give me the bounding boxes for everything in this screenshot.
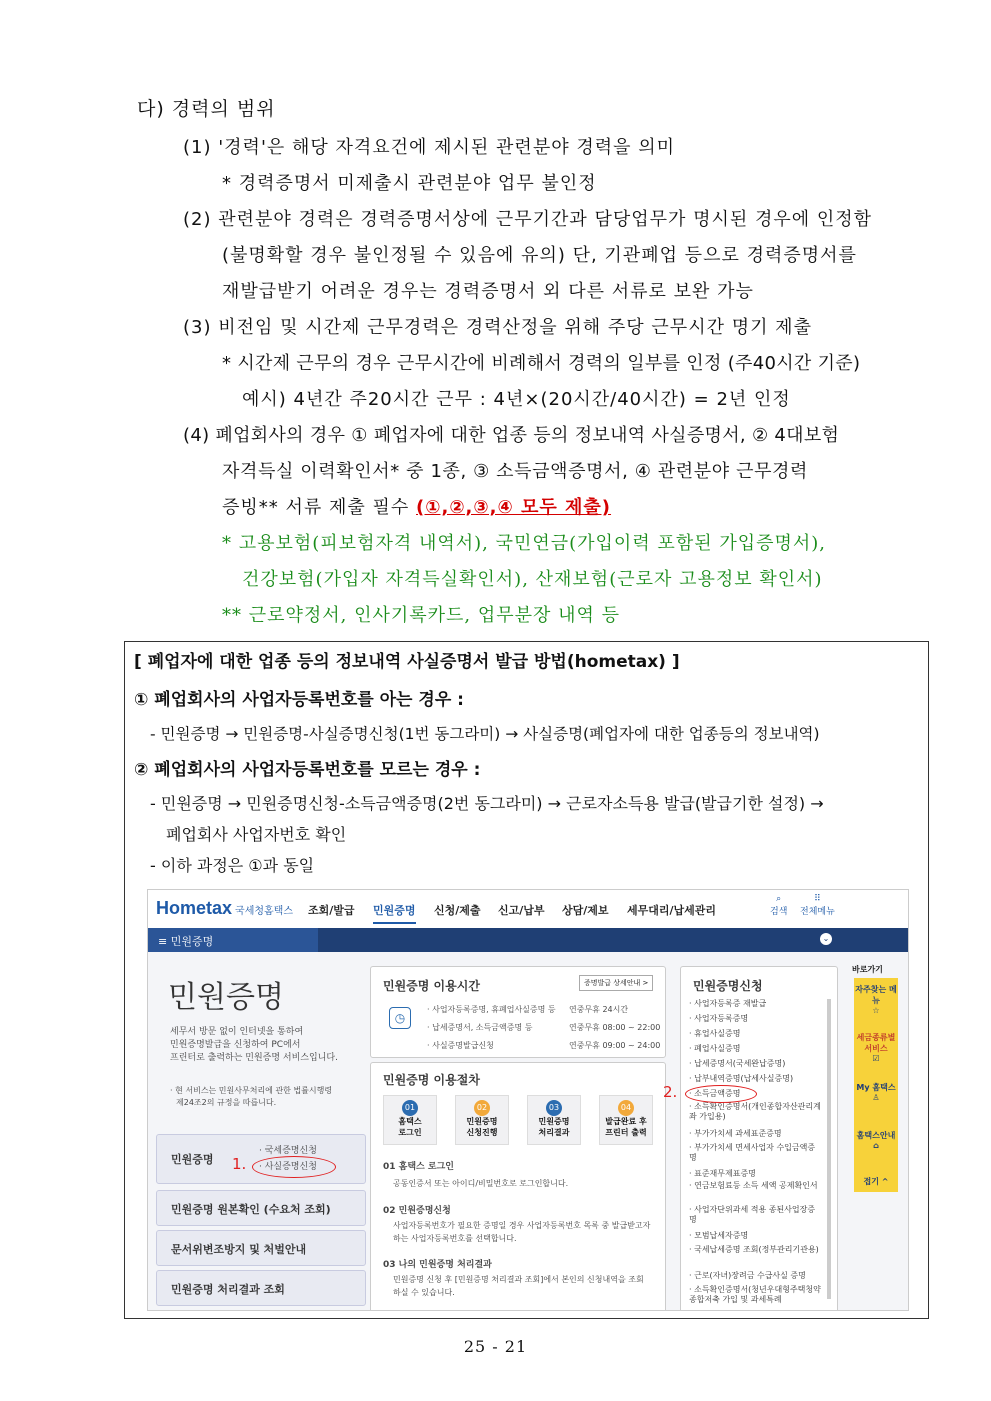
menu-inquiry[interactable]: 조회/발급	[308, 904, 355, 917]
apply-item-11[interactable]: · 표준재무제표증명	[689, 1169, 756, 1178]
page-number: 25 - 21	[463, 1337, 528, 1356]
usage-title: 민원증명 이용시간	[383, 979, 480, 993]
guide-icon: ⌂	[873, 1141, 879, 1150]
apply-item-4[interactable]: · 폐업사실증명	[689, 1044, 741, 1053]
item-2-cont-2: 재발급받기 어려운 경우는 경력증명서 외 다른 서류로 보완 가능	[222, 281, 754, 302]
quick-my-hometax[interactable]: My 홈택스 ♙	[856, 1083, 896, 1102]
step-4: 04 발급완료 후 프린터 출력	[599, 1095, 653, 1145]
step-1: 01 홈택스 로그인	[383, 1095, 437, 1145]
quick-tax-service[interactable]: 세금종류별 서비스 ☑	[856, 1033, 896, 1063]
left-btn-forgery[interactable]: 문서위변조방지 및 처벌안내	[156, 1230, 366, 1266]
item-2: (2) 관련분야 경력은 경력증명서상에 근무기간과 담당업무가 명시된 경우에 인정함	[183, 209, 873, 230]
usage-detail-button[interactable]: 증명발급 상세안내 >	[579, 975, 653, 991]
marker-2: 2.	[663, 1083, 678, 1101]
clock-icon: ◷	[389, 1007, 411, 1029]
usage-row-2-time: 연중무휴 08:00 ~ 22:00	[569, 1023, 661, 1032]
apply-scrollbar[interactable]	[827, 999, 831, 1299]
step-2: 02 민원증명 신청진행	[455, 1095, 509, 1145]
apply-item-16[interactable]: · 근로(자녀)장려금 수급사실 증명	[689, 1271, 806, 1280]
case-2-title: ② 폐업회사의 사업자등록번호를 모르는 경우 :	[134, 760, 481, 780]
apply-item-7[interactable]: · 소득금액증명	[689, 1089, 741, 1098]
marker-1-oval	[252, 1156, 336, 1178]
item-1: (1) '경력'은 해당 자격요건에 제시된 관련분야 경력을 의미	[183, 137, 675, 158]
note-insurance-1: * 고용보험(피보험자격 내역서), 국민연금(가입이력 포함된 가입증명서),	[222, 533, 827, 554]
note-1: · 현 서비스는 민원사무처리에 관한 법률시행령	[170, 1086, 333, 1095]
quick-menu	[848, 962, 902, 1311]
menu-agent[interactable]: 세무대리/납세관리	[627, 904, 717, 917]
note-documents: ** 근로약정서, 인사기록카드, 업무분장 내역 등	[222, 605, 621, 626]
case-2-step-3: - 이하 과정은 ①과 동일	[150, 856, 315, 875]
apply-item-8[interactable]: · 소득확인증명서(개인종합자산관리계좌 가입용)	[689, 1102, 821, 1121]
page-big-title: 민원증명	[168, 980, 284, 1015]
all-menu-icon[interactable]: ⠿ 전체메뉴	[800, 894, 835, 917]
item-4-all-required: (①,②,③,④ 모두 제출)	[416, 497, 612, 518]
proc-3-text: 민원증명 신청 후 [민원증명 처리결과 조회]에서 본인의 신청내역을 조회 하실 수 있습니다.	[393, 1275, 644, 1297]
apply-item-15[interactable]: · 국세납세증명 조회(정부관리기관용)	[689, 1245, 819, 1254]
usage-time-card	[370, 966, 666, 1058]
item-4: (4) 폐업회사의 경우 ① 폐업자에 대한 업종 등의 정보내역 사실증명서, ② 4대보험	[183, 425, 840, 446]
note-insurance-2: 건강보험(가입자 자격득실확인서), 산재보험(근로자 고용정보 확인서)	[242, 569, 823, 590]
case-1-title: ① 폐업회사의 사업자등록번호를 아는 경우 :	[134, 690, 464, 710]
menu-civil-cert[interactable]: 민원증명	[373, 902, 416, 924]
apply-item-5[interactable]: · 납세증명서(국세완납증명)	[689, 1059, 786, 1068]
search-icon[interactable]: ⌕ 검색	[770, 894, 788, 917]
apply-item-2[interactable]: · 사업자등록증명	[689, 1014, 749, 1023]
marker-1: 1.	[232, 1155, 247, 1173]
usage-row-3-time: 연중무휴 09:00 ~ 24:00	[569, 1041, 661, 1050]
item-4-required: 증빙** 서류 제출 필수	[222, 497, 410, 518]
procedure-card	[370, 1062, 666, 1311]
left-panel	[156, 960, 372, 1310]
section-heading: 다) 경력의 범위	[137, 98, 276, 120]
sub-fact-cert[interactable]: · 사실증명신청	[259, 1162, 317, 1172]
proc-1-title: 01 홈택스 로그인	[383, 1162, 454, 1172]
case-1-step: - 민원증명 → 민원증명-사실증명신청(1번 동그라미) → 사실증명(폐업자에 대한 업종등의 정보내역)	[150, 725, 820, 743]
hometax-guide-box	[124, 641, 929, 1319]
hometax-logo[interactable]: Hometax 국세청홈택스	[156, 898, 293, 918]
hometax-nav-bar	[148, 928, 908, 952]
apply-item-12[interactable]: · 연금보험료등 소득 세액 공제확인서	[689, 1181, 818, 1190]
apply-item-1[interactable]: · 사업자등록증 재발급	[689, 999, 767, 1008]
item-3-example: 예시) 4년간 주20시간 근무 : 4년×(20시간/40시간) = 2년 인정	[242, 389, 791, 410]
left-btn-civil-cert[interactable]: 민원증명 · 국세증명신청 · 사실증명신청	[156, 1134, 366, 1184]
apply-item-6[interactable]: · 납부내역증명(납세사실증명)	[689, 1074, 794, 1083]
apply-title: 민원증명신청	[693, 979, 763, 993]
apply-item-14[interactable]: · 모범납세자증명	[689, 1231, 749, 1240]
left-btn-original-check[interactable]: 민원증명 원본확인 (수요처 조회)	[156, 1190, 366, 1226]
usage-row-2-label: · 납세증명서, 소득금액증명 등	[427, 1023, 533, 1032]
case-2-step-2: 폐업회사 사업자번호 확인	[166, 825, 347, 844]
quick-favorites[interactable]: 자주찾는 메뉴 ☆	[855, 985, 897, 1015]
hometax-top-bar	[148, 890, 908, 929]
hometax-screenshot	[147, 889, 909, 1311]
apply-item-9[interactable]: · 부가가치세 과세표준증명	[689, 1129, 782, 1138]
note-2: 제24조2의 규정을 따릅니다.	[176, 1098, 277, 1107]
desc-1: 세무서 방문 없이 인터넷을 통하여	[170, 1027, 304, 1037]
proc-1-text: 공동인증서 또는 아이디/비밀번호로 로그인합니다.	[393, 1179, 569, 1188]
check-icon: ☑	[872, 1054, 880, 1063]
nav-chevron-icon[interactable]: ⌄	[820, 933, 832, 945]
item-2-cont-1: (불명확할 경우 불인정될 수 있음에 유의) 단, 기관폐업 등으로 경력증명서를	[222, 245, 857, 266]
case-2-step-1: - 민원증명 → 민원증명신청-소득금액증명(2번 동그라미) → 근로자소득용 발급(발급기한 설정) →	[150, 794, 824, 813]
apply-item-10[interactable]: · 부가가치세 면세사업자 수입금액증명	[689, 1143, 816, 1162]
sub-tax-cert[interactable]: · 국세증명신청	[259, 1146, 317, 1156]
proc-2-text: 사업자등록번호가 필요한 증명일 경우 사업자등록번호 목록 중 발급받고자 하는 사업자등록번호를 선택합니다.	[393, 1221, 651, 1243]
box-title: [ 폐업자에 대한 업종 등의 정보내역 사실증명서 발급 방법(hometax) ]	[134, 652, 680, 672]
item-1-note: * 경력증명서 미제출시 관련분야 업무 불인정	[222, 173, 597, 194]
star-icon: ☆	[872, 1006, 880, 1015]
usage-row-3-label: · 사실증명발급신청	[427, 1041, 494, 1050]
usage-row-1-time: 연중무휴 24시간	[569, 1005, 629, 1014]
quick-menu-title: 바로가기	[852, 965, 883, 974]
left-btn-result[interactable]: 민원증명 처리결과 조회	[156, 1270, 366, 1306]
item-4-cont-1: 자격득실 이력확인서* 중 1종, ③ 소득금액증명서, ④ 관련분야 근무경력	[222, 461, 809, 482]
item-3-note: * 시간제 근무의 경우 근무시간에 비례해서 경력의 일부를 인정 (주40시간 기준)	[222, 353, 861, 374]
procedure-title: 민원증명 이용절차	[383, 1073, 480, 1087]
apply-item-17[interactable]: · 소득확인증명서(청년우대형주택청약종합저축 가입 및 과세특례	[689, 1285, 821, 1304]
usage-row-1-label: · 사업자등록증명, 휴폐업사실증명 등	[427, 1005, 556, 1014]
menu-consult[interactable]: 상담/제보	[562, 904, 609, 917]
apply-list-card	[663, 966, 838, 1311]
apply-item-3[interactable]: · 휴업사실증명	[689, 1029, 741, 1038]
item-4-cont-2	[222, 496, 611, 520]
proc-3-title: 03 나의 민원증명 처리결과	[383, 1260, 492, 1270]
item-3: (3) 비전임 및 시간제 근무경력은 경력산정을 위해 주당 근무시간 명기 제출	[183, 317, 812, 338]
quick-guide[interactable]: 홈택스안내 ⌂	[856, 1131, 896, 1150]
menu-apply[interactable]: 신청/제출	[434, 904, 481, 917]
quick-fold[interactable]: 접기 ^	[863, 1177, 889, 1186]
apply-item-13[interactable]: · 사업자단위과세 적용 종된사업장증명	[689, 1205, 816, 1224]
person-icon: ♙	[872, 1093, 880, 1102]
nav-label[interactable]: ≡ 민원증명	[158, 935, 214, 948]
marker-2-oval	[685, 1085, 757, 1103]
step-3: 03 민원증명 처리결과	[527, 1095, 581, 1145]
proc-2-title: 02 민원증명신청	[383, 1206, 451, 1216]
desc-2: 민원증명발급을 신청하여 PC에서	[170, 1040, 301, 1050]
menu-report[interactable]: 신고/납부	[498, 904, 545, 917]
desc-3: 프린터로 출력하는 민원증명 서비스입니다.	[170, 1053, 338, 1063]
